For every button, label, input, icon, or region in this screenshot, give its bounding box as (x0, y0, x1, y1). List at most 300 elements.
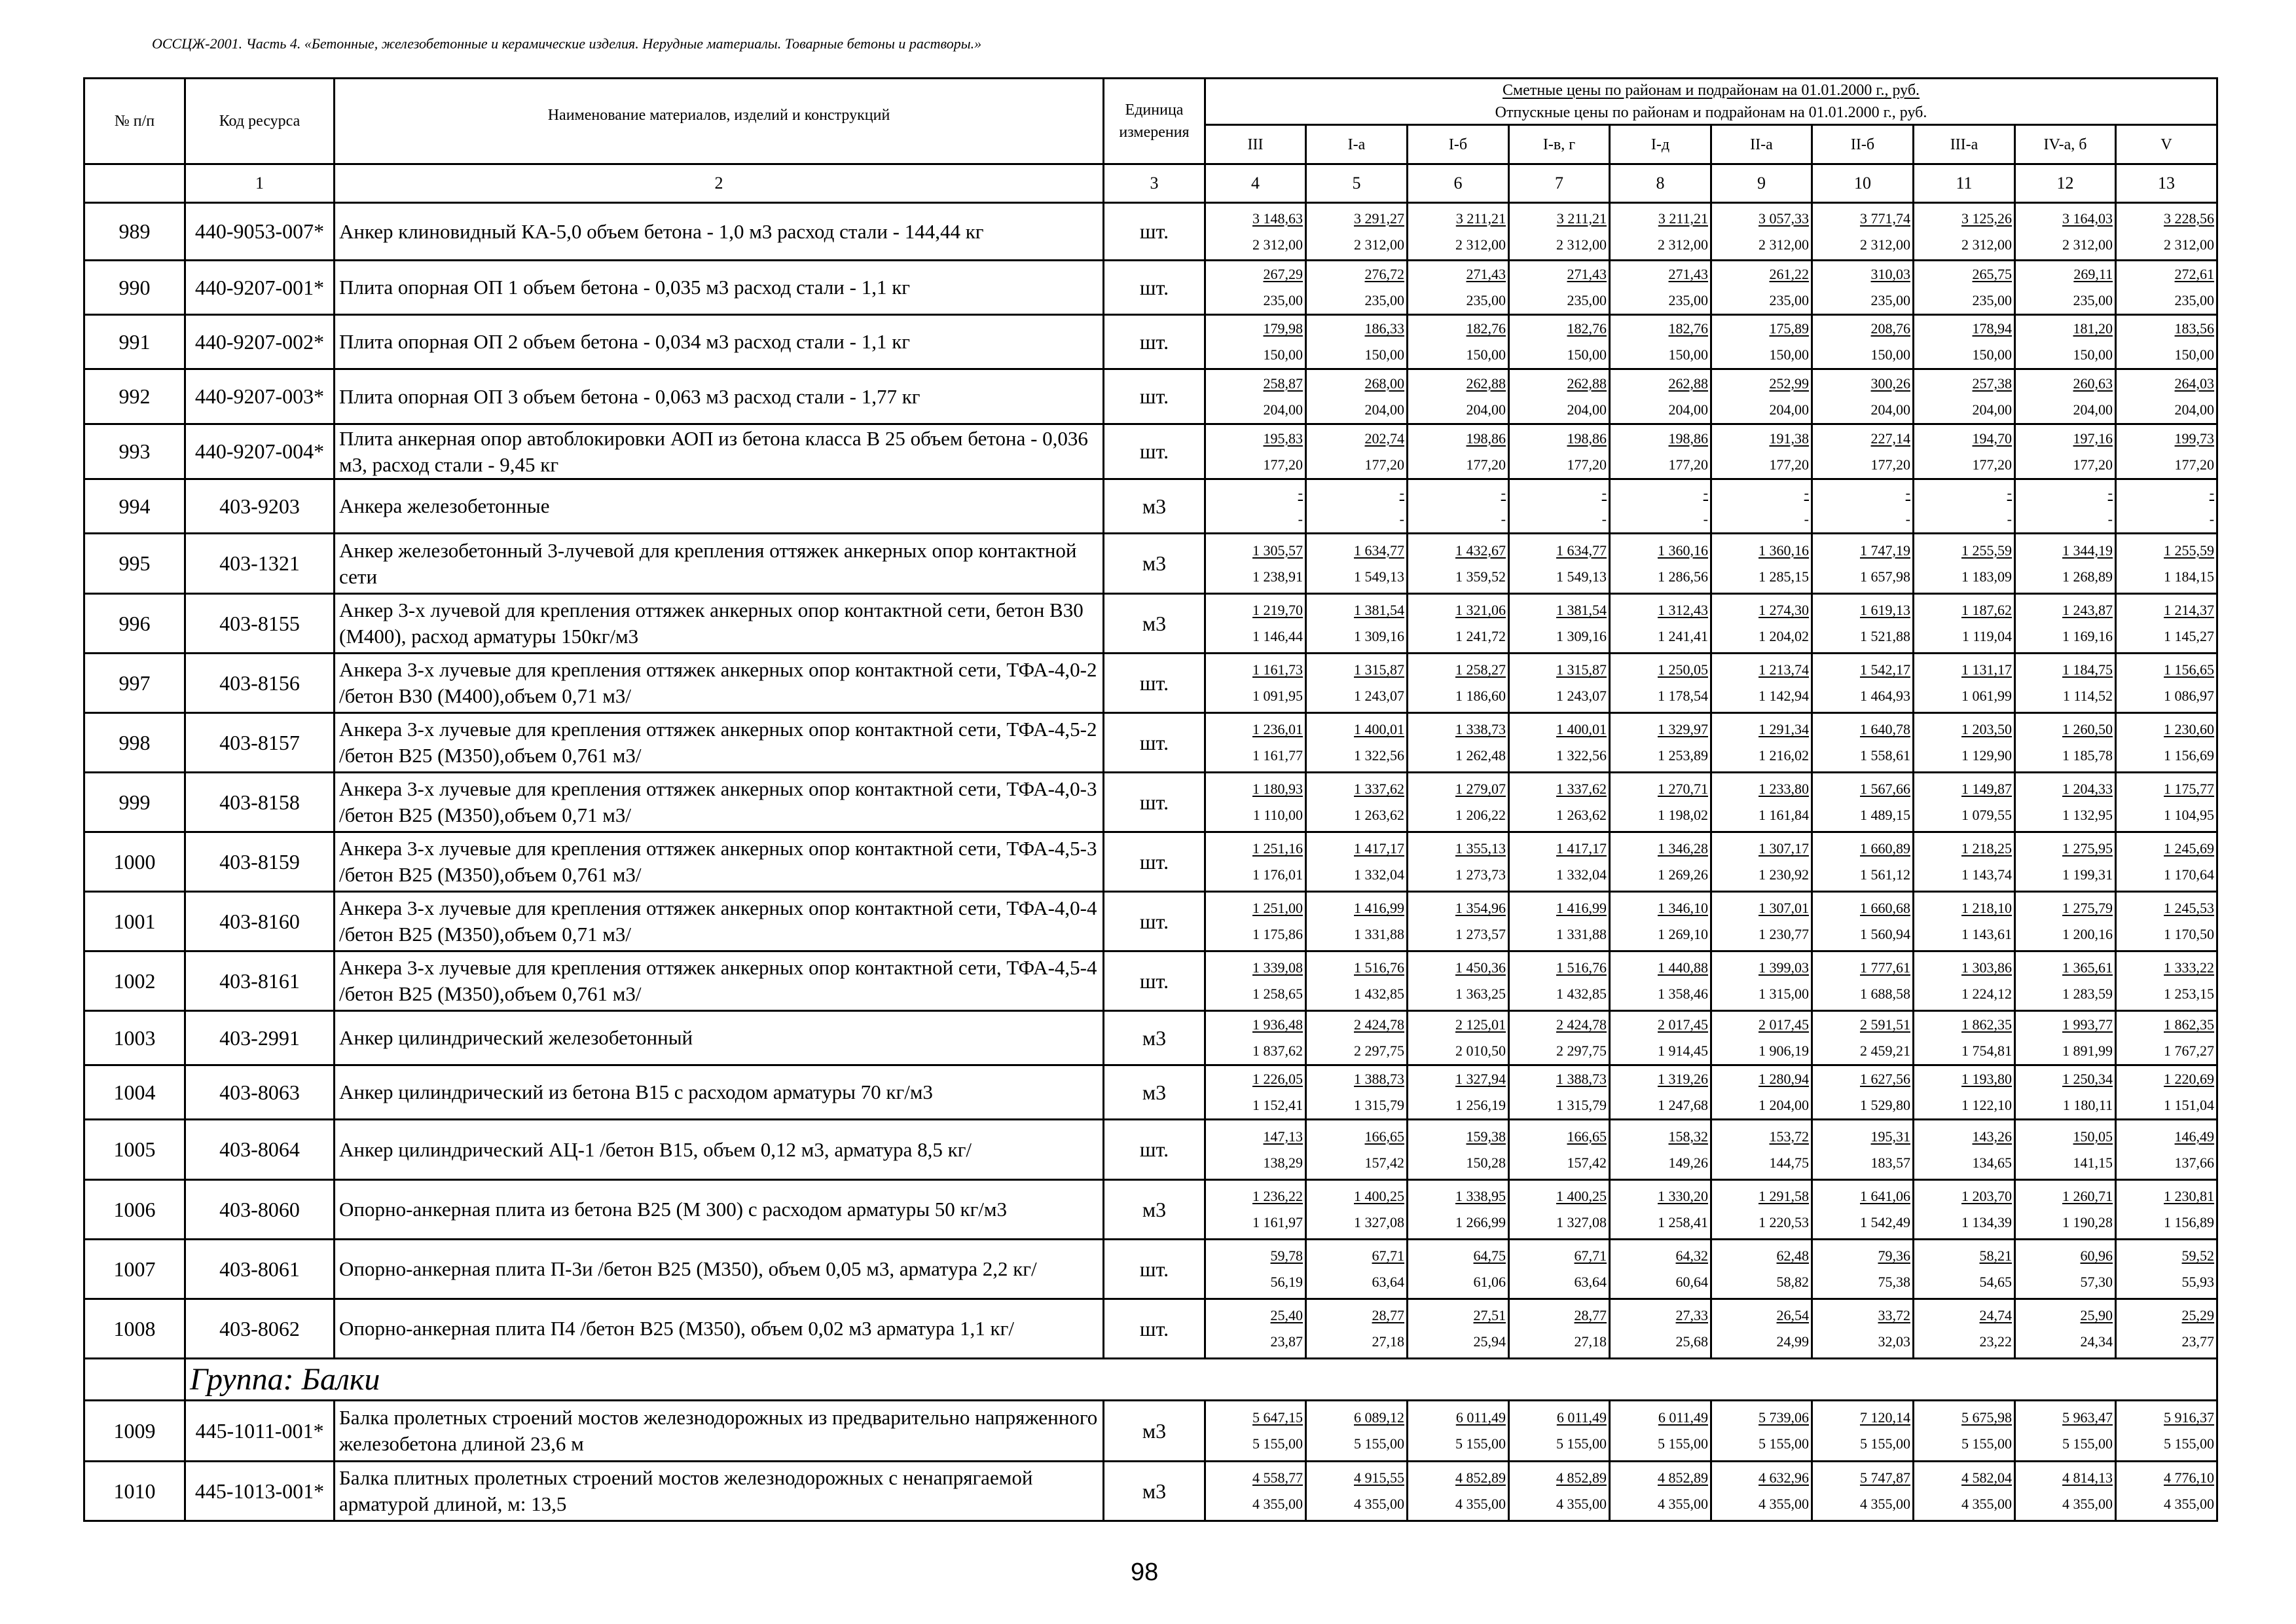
header-num: № п/п (84, 79, 185, 164)
wholesale-price: 1 247,68 (1658, 1097, 1708, 1113)
price-cell (2015, 479, 2116, 534)
estimated-price: 2 017,45 (1658, 1016, 1708, 1033)
estimated-price: 268,00 (1364, 375, 1404, 392)
wholesale-price: 56,19 (1270, 1274, 1303, 1290)
price-cell (1408, 1120, 1509, 1180)
wholesale-price: 150,00 (1364, 346, 1404, 363)
estimated-price: 262,88 (1466, 375, 1506, 392)
price-cell (1711, 1011, 1812, 1065)
estimated-price: - (1601, 485, 1607, 501)
region-header: II-б (1812, 125, 1914, 164)
price-cell (2015, 832, 2116, 892)
resource-code: 403-8064 (185, 1120, 335, 1180)
estimated-price: 271,43 (1567, 266, 1607, 282)
estimated-price: 1 214,37 (2164, 602, 2215, 618)
wholesale-price: 1 256,19 (1455, 1097, 1506, 1113)
price-cell (1610, 1120, 1711, 1180)
material-name: Плита опорная ОП 1 объем бетона - 0,035 м3 расход стали - 1,1 кг (335, 261, 1104, 315)
table-row (84, 773, 2217, 832)
estimated-price: 195,31 (1870, 1128, 1910, 1145)
estimated-price: 1 862,35 (2164, 1016, 2215, 1033)
unit-of-measure: м3 (1104, 479, 1205, 534)
table-row (84, 951, 2217, 1011)
estimated-price: 79,36 (1878, 1247, 1910, 1264)
unit-of-measure: м3 (1104, 1462, 1205, 1521)
wholesale-price: 204,00 (1870, 401, 1910, 418)
estimated-price: 6 011,49 (1455, 1409, 1506, 1426)
estimated-price: 1 417,17 (1556, 840, 1607, 857)
price-cell (1509, 1065, 1610, 1120)
column-number-row (84, 164, 2217, 203)
estimated-price: 3 771,74 (1860, 210, 1910, 227)
estimated-price: 1 344,19 (2062, 542, 2113, 559)
wholesale-price: 1 119,04 (1961, 628, 2012, 644)
wholesale-price: 1 285,15 (1758, 568, 1809, 585)
wholesale-price: 204,00 (1466, 401, 1506, 418)
resource-code: 403-8061 (185, 1240, 335, 1299)
estimated-price: 1 275,95 (2062, 840, 2113, 857)
wholesale-price: 60,64 (1675, 1274, 1708, 1290)
estimated-price: 4 776,10 (2164, 1469, 2215, 1486)
column-number: 13 (2116, 164, 2217, 203)
estimated-price: - (1703, 485, 1708, 501)
wholesale-price: 2 312,00 (1354, 236, 1404, 253)
estimated-price: - (2107, 485, 2113, 501)
estimated-price: 1 660,89 (1860, 840, 1910, 857)
wholesale-price: 235,00 (2174, 292, 2215, 308)
estimated-price: 2 424,78 (1556, 1016, 1607, 1033)
price-cell (1711, 713, 1812, 773)
header-row (84, 79, 2217, 125)
material-name: Анкера 3-х лучевые для крепления оттяжек анкерных опор контактной сети, ТФА-4,5-3 /бетон В25 (М350),объем 0,761 м3/ (335, 832, 1104, 892)
price-cell (1509, 1240, 1610, 1299)
unit-of-measure: м3 (1104, 1180, 1205, 1240)
price-cell (1914, 1401, 2015, 1462)
estimated-price: 4 852,89 (1455, 1469, 1506, 1486)
estimated-price: 3 211,21 (1658, 210, 1708, 227)
price-cell (1812, 424, 1914, 479)
wholesale-price: 1 151,04 (2164, 1097, 2215, 1113)
wholesale-price: 1 489,15 (1860, 807, 1910, 823)
estimated-price: 179,98 (1263, 320, 1303, 337)
estimated-price: 1 184,75 (2062, 661, 2113, 678)
price-cell (1408, 654, 1509, 713)
price-cell (1914, 1299, 2015, 1359)
price-cell (1711, 1462, 1812, 1521)
price-cell (1408, 203, 1509, 261)
wholesale-price: 150,00 (1972, 346, 2012, 363)
estimated-price: 1 149,87 (1961, 781, 2012, 797)
wholesale-price: 177,20 (1263, 456, 1303, 473)
price-cell (2015, 594, 2116, 654)
estimated-price: 199,73 (2174, 430, 2215, 447)
estimated-price: - (1804, 485, 1809, 501)
material-name: Анкер 3-х лучевой для крепления оттяжек анкерных опор контактной сети, бетон В30 (М400), расход арматуры 150кг/м3 (335, 594, 1104, 654)
estimated-price: 1 400,25 (1556, 1188, 1607, 1204)
header-name: Наименование материалов, изделий и конструкций (335, 79, 1104, 164)
estimated-price: 1 236,01 (1252, 721, 1303, 737)
price-cell (1914, 1462, 2015, 1521)
material-name: Балка пролетных строений мостов железнодорожных из предварительно напряженного железобетона длиной 23,6 м (335, 1401, 1104, 1462)
wholesale-price: 1 432,85 (1354, 986, 1404, 1002)
wholesale-price: 1 156,89 (2164, 1214, 2215, 1230)
estimated-price: 1 218,25 (1961, 840, 2012, 857)
estimated-price: 267,29 (1263, 266, 1303, 282)
estimated-price: 198,86 (1466, 430, 1506, 447)
estimated-price: 33,72 (1878, 1307, 1910, 1323)
estimated-price: 257,38 (1972, 375, 2012, 392)
estimated-price: 64,75 (1473, 1247, 1506, 1264)
wholesale-price: 1 269,26 (1658, 866, 1708, 883)
estimated-price: 1 307,01 (1758, 900, 1809, 916)
unit-of-measure: м3 (1104, 1401, 1205, 1462)
estimated-price: 5 963,47 (2062, 1409, 2113, 1426)
wholesale-price: 4 355,00 (2062, 1496, 2113, 1512)
table-row (84, 315, 2217, 369)
price-cell (1408, 832, 1509, 892)
price-cell (1711, 594, 1812, 654)
price-cell (1610, 892, 1711, 951)
estimated-price: 1 258,27 (1455, 661, 1506, 678)
column-number: 3 (1104, 164, 1205, 203)
region-header: I-а (1306, 125, 1408, 164)
unit-of-measure: шт. (1104, 203, 1205, 261)
estimated-price: 227,14 (1870, 430, 1910, 447)
price-cell (1812, 951, 1914, 1011)
price-cell (1610, 951, 1711, 1011)
wholesale-price: 54,65 (1979, 1274, 2012, 1290)
estimated-price: 198,86 (1668, 430, 1708, 447)
price-cell (1306, 594, 1408, 654)
price-cell (1205, 1299, 1306, 1359)
wholesale-price: 75,38 (1878, 1274, 1910, 1290)
wholesale-price: 235,00 (1567, 292, 1607, 308)
table-row (84, 1240, 2217, 1299)
price-cell (1711, 951, 1812, 1011)
wholesale-price: 1 161,77 (1252, 747, 1303, 764)
price-cell (1205, 479, 1306, 534)
wholesale-price: 1 315,79 (1354, 1097, 1404, 1113)
price-cell (1205, 1065, 1306, 1120)
region-header: III (1205, 125, 1306, 164)
price-cell (1914, 1065, 2015, 1120)
estimated-price: 1 660,68 (1860, 900, 1910, 916)
wholesale-price: 2 010,50 (1455, 1043, 1506, 1059)
estimated-price: 1 399,03 (1758, 959, 1809, 976)
table-row (84, 203, 2217, 261)
estimated-price: 1 303,86 (1961, 959, 2012, 976)
wholesale-price: 2 312,00 (1758, 236, 1809, 253)
estimated-price: 1 329,97 (1658, 721, 1708, 737)
unit-of-measure: шт. (1104, 713, 1205, 773)
estimated-price: 1 360,16 (1658, 542, 1708, 559)
unit-of-measure: шт. (1104, 424, 1205, 479)
wholesale-price: 1 238,91 (1252, 568, 1303, 585)
price-cell (1812, 261, 1914, 315)
estimated-price: 1 400,25 (1354, 1188, 1404, 1204)
wholesale-price: 1 558,61 (1860, 747, 1910, 764)
table-row (84, 1120, 2217, 1180)
wholesale-price: 1 243,07 (1354, 688, 1404, 704)
price-cell (1306, 892, 1408, 951)
estimated-price: 1 156,65 (2164, 661, 2215, 678)
resource-code: 440-9207-002* (185, 315, 335, 369)
estimated-price: 4 582,04 (1961, 1469, 2012, 1486)
estimated-price: 5 647,15 (1252, 1409, 1303, 1426)
table-row (84, 1462, 2217, 1521)
wholesale-price: 5 155,00 (1758, 1435, 1809, 1452)
estimated-price: 28,77 (1574, 1307, 1607, 1323)
estimated-price: 276,72 (1364, 266, 1404, 282)
wholesale-price: 5 155,00 (2062, 1435, 2113, 1452)
estimated-price: 1 381,54 (1354, 602, 1404, 618)
price-cell (1408, 315, 1509, 369)
estimated-price: 1 245,69 (2164, 840, 2215, 857)
wholesale-price: 2 297,75 (1354, 1043, 1404, 1059)
wholesale-price: 1 241,41 (1658, 628, 1708, 644)
price-cell (1306, 534, 1408, 594)
wholesale-price: 177,20 (1567, 456, 1607, 473)
wholesale-price: 177,20 (1466, 456, 1506, 473)
table-row (84, 1011, 2217, 1065)
column-number: 8 (1610, 164, 1711, 203)
wholesale-price: 1 146,44 (1252, 628, 1303, 644)
estimated-price: 182,76 (1567, 320, 1607, 337)
price-cell (1306, 479, 1408, 534)
price-cell (2116, 1180, 2217, 1240)
row-number: 1008 (84, 1299, 185, 1359)
estimated-price: 310,03 (1870, 266, 1910, 282)
estimated-price: 1 291,58 (1758, 1188, 1809, 1204)
price-cell (1205, 713, 1306, 773)
column-number: 1 (185, 164, 335, 203)
resource-code: 440-9207-004* (185, 424, 335, 479)
estimated-price: 269,11 (2073, 266, 2113, 282)
estimated-price: 260,63 (2073, 375, 2113, 392)
resource-code: 403-8158 (185, 773, 335, 832)
price-cell (2116, 832, 2217, 892)
estimated-price: 6 011,49 (1658, 1409, 1708, 1426)
estimated-price: 1 400,01 (1354, 721, 1404, 737)
unit-of-measure: шт. (1104, 951, 1205, 1011)
price-cell (1205, 261, 1306, 315)
region-header: II-а (1711, 125, 1812, 164)
price-cell (1509, 713, 1610, 773)
wholesale-price: 1 253,15 (2164, 986, 2215, 1002)
price-cell (1610, 534, 1711, 594)
wholesale-price: 235,00 (1870, 292, 1910, 308)
unit-of-measure: шт. (1104, 654, 1205, 713)
estimated-price: 58,21 (1979, 1247, 2012, 1264)
price-cell (1509, 261, 1610, 315)
wholesale-price: 1 331,88 (1556, 926, 1607, 942)
price-cell (1610, 424, 1711, 479)
wholesale-price: 235,00 (2073, 292, 2113, 308)
estimated-price: 5 739,06 (1758, 1409, 1809, 1426)
estimated-price: 1 274,30 (1758, 602, 1809, 618)
wholesale-price: 235,00 (1263, 292, 1303, 308)
price-cell (1914, 534, 2015, 594)
price-cell (1610, 1240, 1711, 1299)
resource-code: 440-9207-001* (185, 261, 335, 315)
wholesale-price: 177,20 (2174, 456, 2215, 473)
estimated-price: 300,26 (1870, 375, 1910, 392)
wholesale-price: 1 169,16 (2062, 628, 2113, 644)
row-number: 990 (84, 261, 185, 315)
wholesale-price: 235,00 (1769, 292, 1809, 308)
wholesale-price: 177,20 (1972, 456, 2012, 473)
wholesale-price: 1 273,73 (1455, 866, 1506, 883)
wholesale-price: 1 199,31 (2062, 866, 2113, 883)
resource-code: 403-8063 (185, 1065, 335, 1120)
header-prices-main: Сметные цены по районам и подрайонам на 01.01.2000 г., руб. (1502, 82, 1920, 99)
estimated-price: 194,70 (1972, 430, 2012, 447)
resource-code: 403-8060 (185, 1180, 335, 1240)
row-number: 1003 (84, 1011, 185, 1065)
material-name: Анкер цилиндрический АЦ-1 /бетон В15, объем 0,12 м3, арматура 8,5 кг/ (335, 1120, 1104, 1180)
wholesale-price: 1 549,13 (1354, 568, 1404, 585)
wholesale-price: - (1804, 511, 1809, 527)
estimated-price: 178,94 (1972, 320, 2012, 337)
wholesale-price: - (1399, 511, 1404, 527)
wholesale-price: 183,57 (1870, 1154, 1910, 1171)
price-cell (1408, 261, 1509, 315)
price-cell (1812, 479, 1914, 534)
material-name: Опорно-анкерная плита из бетона В25 (М 300) с расходом арматуры 50 кг/м3 (335, 1180, 1104, 1240)
price-cell (1306, 1299, 1408, 1359)
region-header: I-д (1610, 125, 1711, 164)
estimated-price: 1 619,13 (1860, 602, 1910, 618)
material-name: Плита опорная ОП 2 объем бетона - 0,034 м3 расход стали - 1,1 кг (335, 315, 1104, 369)
price-cell (1711, 1401, 1812, 1462)
wholesale-price: 25,68 (1675, 1333, 1708, 1350)
estimated-price: 150,05 (2073, 1128, 2113, 1145)
price-cell (1711, 654, 1812, 713)
price-cell (2116, 892, 2217, 951)
wholesale-price: 4 355,00 (1455, 1496, 1506, 1512)
estimated-price: 264,03 (2174, 375, 2215, 392)
wholesale-price: 1 521,88 (1860, 628, 1910, 644)
wholesale-price: 1 122,10 (1961, 1097, 2012, 1113)
price-cell (1408, 773, 1509, 832)
price-cell (1610, 261, 1711, 315)
material-name: Плита опорная ОП 3 объем бетона - 0,063 м3 расход стали - 1,77 кг (335, 369, 1104, 424)
wholesale-price: 55,93 (2181, 1274, 2215, 1290)
price-cell (2116, 534, 2217, 594)
price-cell (1205, 1240, 1306, 1299)
wholesale-price: 1 206,22 (1455, 807, 1506, 823)
material-name: Анкера 3-х лучевые для крепления оттяжек анкерных опор контактной сети, ТФА-4,5-2 /бетон В25 (М350),объем 0,761 м3/ (335, 713, 1104, 773)
estimated-price: 1 641,06 (1860, 1188, 1910, 1204)
wholesale-price: 1 837,62 (1252, 1043, 1303, 1059)
price-cell (1610, 1065, 1711, 1120)
wholesale-price: - (2007, 511, 2012, 527)
wholesale-price: 1 309,16 (1556, 628, 1607, 644)
estimated-price: 183,56 (2174, 320, 2215, 337)
estimated-price: 1 315,87 (1556, 661, 1607, 678)
estimated-price: 4 852,89 (1556, 1469, 1607, 1486)
price-cell (2015, 951, 2116, 1011)
unit-of-measure: м3 (1104, 594, 1205, 654)
wholesale-price: 1 176,01 (1252, 866, 1303, 883)
estimated-price: 4 915,55 (1354, 1469, 1404, 1486)
wholesale-price: 1 142,94 (1758, 688, 1809, 704)
price-cell (1205, 773, 1306, 832)
price-cell (1306, 1011, 1408, 1065)
estimated-price: 27,51 (1473, 1307, 1506, 1323)
price-cell (1509, 892, 1610, 951)
wholesale-price: 1 560,94 (1860, 926, 1910, 942)
wholesale-price: 5 155,00 (1860, 1435, 1910, 1452)
wholesale-price: 1 561,12 (1860, 866, 1910, 883)
wholesale-price: 27,18 (1574, 1333, 1607, 1350)
price-cell (1306, 654, 1408, 713)
wholesale-price: 1 224,12 (1961, 986, 2012, 1002)
estimated-price: 147,13 (1263, 1128, 1303, 1145)
estimated-price: 1 203,50 (1961, 721, 2012, 737)
wholesale-price: 1 220,53 (1758, 1214, 1809, 1230)
price-cell (1610, 1401, 1711, 1462)
table-row (84, 369, 2217, 424)
estimated-price: 158,32 (1668, 1128, 1708, 1145)
region-header: I-в, г (1509, 125, 1610, 164)
price-cell (1509, 654, 1610, 713)
unit-of-measure: шт. (1104, 1120, 1205, 1180)
wholesale-price: 2 312,00 (1252, 236, 1303, 253)
wholesale-price: 1 891,99 (2062, 1043, 2113, 1059)
estimated-price: 3 228,56 (2164, 210, 2215, 227)
wholesale-price: 144,75 (1769, 1154, 1809, 1171)
estimated-price: - (2007, 485, 2012, 501)
wholesale-price: 1 091,95 (1252, 688, 1303, 704)
price-cell (1306, 203, 1408, 261)
estimated-price: 1 220,69 (2164, 1071, 2215, 1087)
wholesale-price: 1 688,58 (1860, 986, 1910, 1002)
wholesale-price: 2 312,00 (2062, 236, 2113, 253)
estimated-price: 198,86 (1567, 430, 1607, 447)
resource-code: 403-1321 (185, 534, 335, 594)
unit-of-measure: м3 (1104, 1065, 1205, 1120)
price-cell (1509, 1120, 1610, 1180)
region-header: IV-а, б (2015, 125, 2116, 164)
price-cell (1509, 832, 1610, 892)
group-row (84, 1359, 2217, 1401)
row-number: 1001 (84, 892, 185, 951)
price-cell (2116, 1120, 2217, 1180)
estimated-price: 1 346,10 (1658, 900, 1708, 916)
row-number: 994 (84, 479, 185, 534)
wholesale-price: 2 312,00 (1455, 236, 1506, 253)
price-cell (1306, 1462, 1408, 1521)
price-cell (1509, 203, 1610, 261)
price-cell (1509, 773, 1610, 832)
row-number: 998 (84, 713, 185, 773)
wholesale-price: 149,26 (1668, 1154, 1708, 1171)
group-blank (84, 1359, 185, 1401)
price-cell (1914, 261, 2015, 315)
estimated-price: 1 338,73 (1455, 721, 1506, 737)
wholesale-price: 1 156,69 (2164, 747, 2215, 764)
page-number: 98 (1131, 1559, 1159, 1586)
price-cell (1610, 1180, 1711, 1240)
row-number: 997 (84, 654, 185, 713)
estimated-price: 1 243,87 (2062, 602, 2113, 618)
price-cell (1408, 369, 1509, 424)
estimated-price: 1 365,61 (2062, 959, 2113, 976)
wholesale-price: 204,00 (1769, 401, 1809, 418)
wholesale-price: 1 332,04 (1556, 866, 1607, 883)
wholesale-price: 1 200,16 (2062, 926, 2113, 942)
